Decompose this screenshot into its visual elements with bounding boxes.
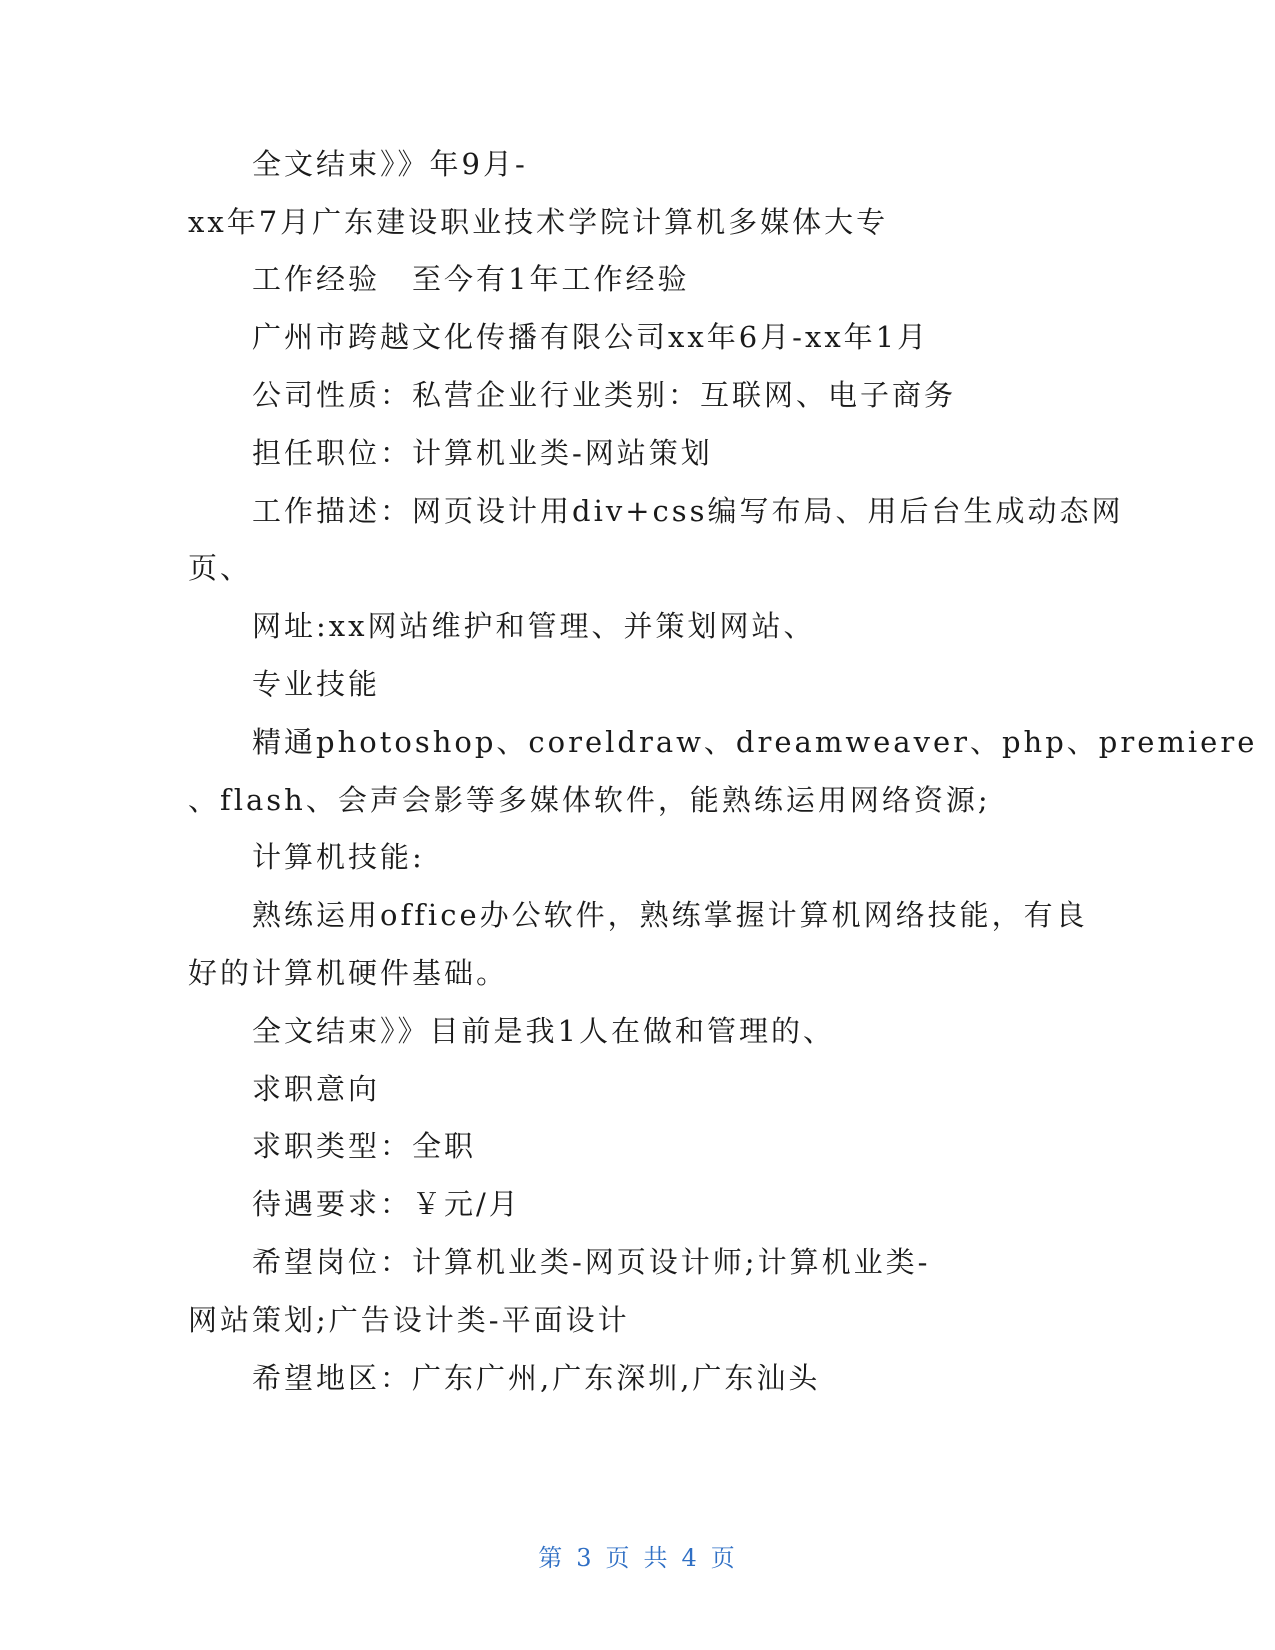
text-line: 全文结束》》年9月-	[252, 147, 528, 181]
text-line: 工作经验 至今有1年工作经验	[252, 262, 690, 296]
page-footer	[0, 1543, 1275, 1573]
text-line: 广州市跨越文化传播有限公司xx年6月-xx年1月	[252, 320, 930, 354]
text-line: 、flash、会声会影等多媒体软件，能熟练运用网络资源;	[188, 783, 991, 817]
text-line: 熟练运用office办公软件，熟练掌握计算机网络技能，有良	[252, 898, 1088, 932]
text-line: 计算机技能:	[252, 840, 425, 874]
footer-total-pages: 4	[681, 1544, 699, 1572]
footer-current-page: 3	[576, 1544, 594, 1572]
text-line: 专业技能	[252, 667, 381, 701]
text-line: 页、	[188, 551, 253, 585]
text-line: 工作描述：网页设计用div+css编写布局、用后台生成动态网	[252, 494, 1124, 528]
footer-suffix: 页	[710, 1544, 737, 1572]
text-line: xx年7月广东建设职业技术学院计算机多媒体大专	[188, 205, 889, 239]
text-line: 精通photoshop、coreldraw、dreamweaver、php、premiere	[252, 725, 1258, 759]
text-line: 公司性质：私营企业行业类别：互联网、电子商务	[252, 378, 957, 412]
footer-total-word: 共	[643, 1544, 670, 1572]
text-line: 网站策划;广告设计类-平面设计	[188, 1303, 630, 1337]
text-line: 担任职位：计算机业类-网站策划	[252, 436, 713, 470]
footer-page-word: 页	[605, 1544, 632, 1572]
text-line: 待遇要求：￥元/月	[252, 1187, 521, 1221]
footer-prefix: 第	[538, 1544, 565, 1572]
text-line: 全文结束》》目前是我1人在做和管理的、	[252, 1014, 835, 1048]
text-line: 求职类型：全职	[252, 1129, 477, 1163]
text-line: 希望岗位：计算机业类-网页设计师;计算机业类-	[252, 1245, 931, 1279]
text-line: 好的计算机硬件基础。	[188, 956, 509, 990]
text-line: 求职意向	[252, 1072, 381, 1106]
text-line: 网址:xx网站维护和管理、并策划网站、	[252, 609, 816, 643]
text-line: 希望地区：广东广州,广东深圳,广东汕头	[252, 1361, 821, 1395]
